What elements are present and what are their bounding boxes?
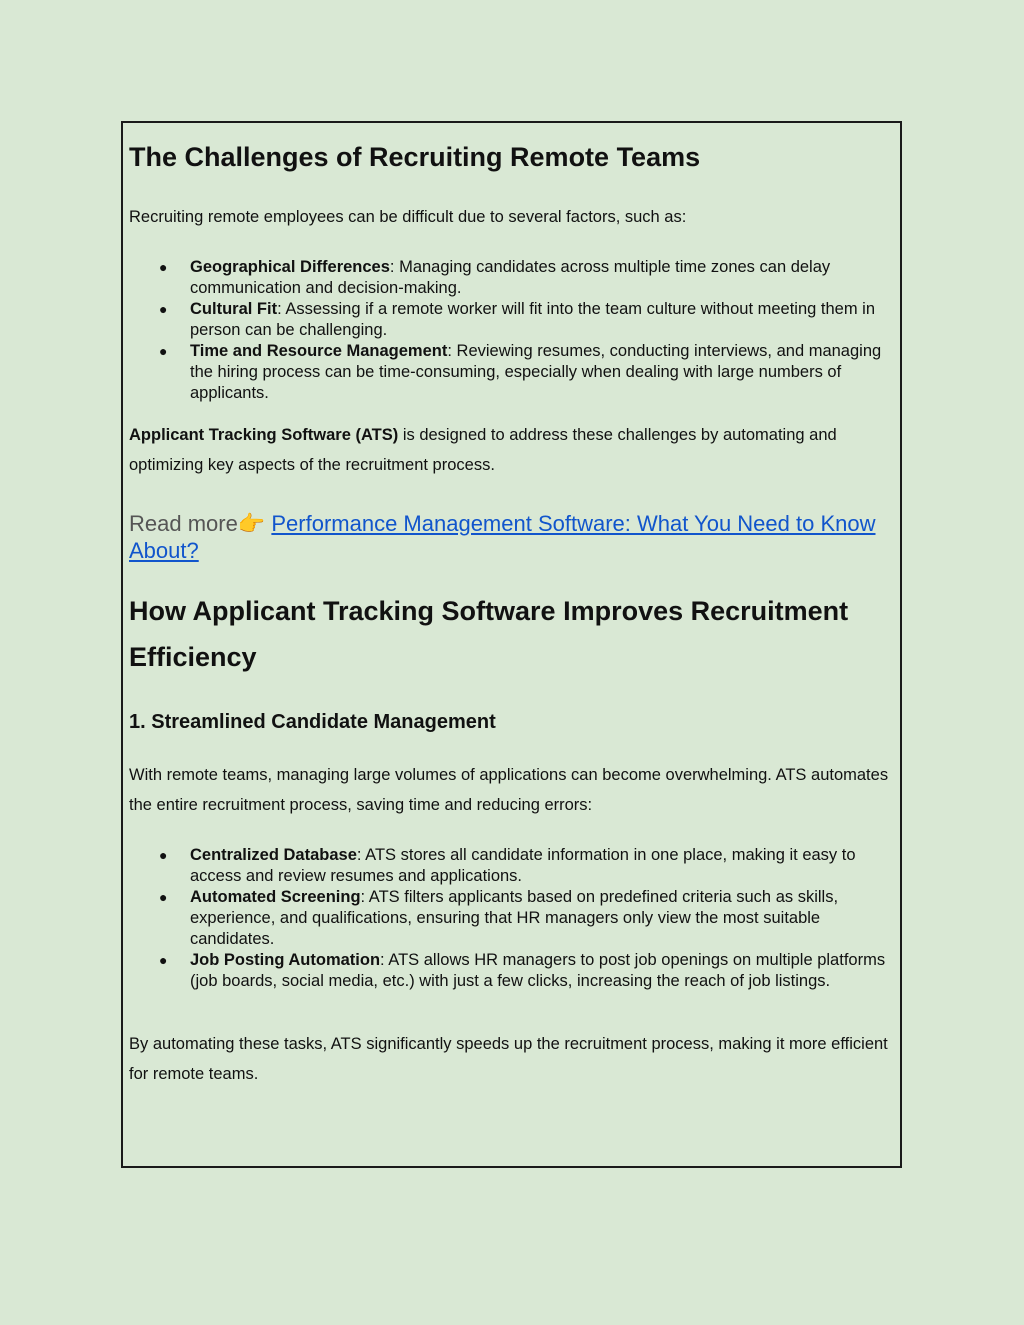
list-item-text: : Managing candidates across multiple time zones can delay communication and decision-making.	[190, 258, 831, 297]
list-item	[129, 299, 894, 341]
list-item	[129, 257, 894, 299]
list-item-text: : ATS filters applicants based on predefined criteria such as skills, experience, and qualifications, ensuring that HR managers only view the most suitable candidates.	[190, 888, 839, 948]
list-item-term: Job Posting Automation	[190, 951, 381, 969]
bullet-icon: ●	[159, 343, 168, 359]
list-item-text: : Reviewing resumes, conducting interviews, and managing the hiring process can be time-consuming, especially when dealing with large numbers of applicants.	[190, 342, 882, 402]
list-item-text: : Assessing if a remote worker will fit into the team culture without meeting them in person can be challenging.	[190, 300, 876, 339]
list-item	[129, 341, 894, 404]
challenges-intro: Recruiting remote employees can be difficult due to several factors, such as:	[129, 208, 687, 226]
section-heading-ats-efficiency: How Applicant Tracking Software Improves Recruitment Efficiency	[129, 596, 849, 672]
read-more-lead: Read more	[129, 511, 238, 536]
read-more-link[interactable]: Performance Management Software: What You Need to Know About?	[129, 511, 876, 563]
pointing-right-icon: 👉	[237, 511, 266, 536]
read-more	[129, 510, 889, 564]
challenges-list	[129, 257, 894, 404]
list-item	[129, 845, 894, 887]
section-heading-challenges: The Challenges of Recruiting Remote Teams	[129, 142, 701, 172]
list-item-term: Time and Resource Management	[190, 342, 448, 360]
ats-conclusion: By automating these tasks, ATS significantly speeds up the recruitment process, making it more efficient for remote teams.	[129, 1035, 888, 1083]
bullet-icon: ●	[159, 259, 168, 275]
bullet-icon: ●	[159, 952, 168, 968]
ats-features-list	[129, 845, 894, 992]
list-item-term: Centralized Database	[190, 846, 357, 864]
list-item-term: Geographical Differences	[190, 258, 390, 276]
bullet-icon: ●	[159, 301, 168, 317]
list-item-text: : ATS stores all candidate information in one place, making it easy to access and review resumes and applications.	[190, 846, 856, 885]
list-item	[129, 887, 894, 950]
bullet-icon: ●	[159, 889, 168, 905]
list-item-term: Cultural Fit	[190, 300, 278, 318]
ats-summary	[129, 420, 894, 480]
bullet-icon: ●	[159, 847, 168, 863]
list-item-text: : ATS allows HR managers to post job openings on multiple platforms (job boards, social media, etc.) with just a few clicks, increasing the reach of job listings.	[190, 951, 886, 990]
list-item	[129, 950, 894, 992]
candidate-management-intro: With remote teams, managing large volumes of applications can become overwhelming. ATS automates the entire recruitment process, saving time and reducing errors:	[129, 766, 889, 814]
list-item-term: Automated Screening	[190, 888, 361, 906]
subheading-candidate-management: 1. Streamlined Candidate Management	[129, 711, 496, 733]
ats-summary-term: Applicant Tracking Software (ATS)	[129, 426, 399, 444]
ats-summary-text: is designed to address these challenges by automating and optimizing key aspects of the recruitment process.	[129, 426, 837, 474]
